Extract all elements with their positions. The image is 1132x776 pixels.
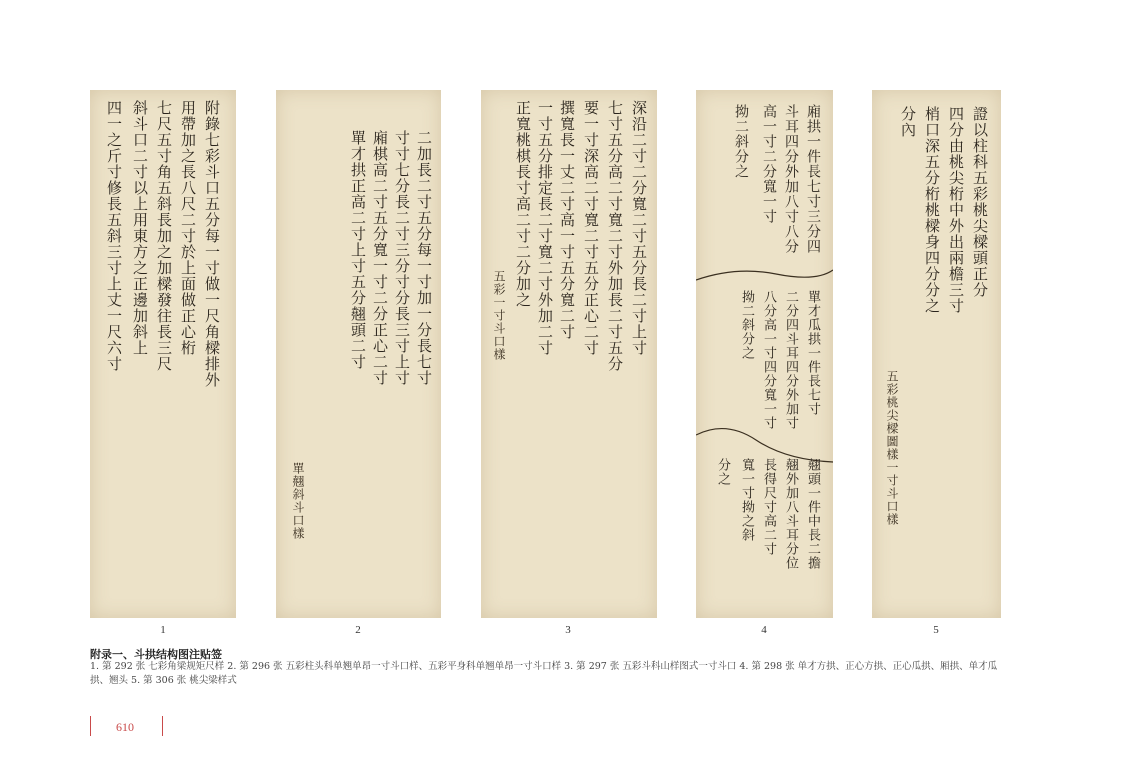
slip-text-column: 翹頭一件中長二擔 bbox=[805, 458, 820, 570]
page-rule-left bbox=[90, 716, 91, 736]
slip-2 bbox=[276, 90, 441, 618]
slip-3 bbox=[481, 90, 657, 618]
slip-text-column: 梢口深五分桁桃樑身四分分之 bbox=[923, 106, 941, 314]
slip-text-column: 斗耳四分外加八寸八分 bbox=[783, 104, 799, 254]
slip-text-column: 七尺五寸角五斜長加之加樑發往長三尺 bbox=[155, 100, 173, 372]
figure-number: 1 bbox=[160, 624, 166, 636]
slip-text-column: 附錄七彩斗口五分每一寸做一尺角樑排外 bbox=[203, 100, 221, 388]
figure-number: 2 bbox=[355, 624, 361, 636]
figure-number: 3 bbox=[565, 624, 571, 636]
figure-number: 5 bbox=[933, 624, 939, 636]
slip-text-column: 廂棋高二寸五分寬一寸二分正心二寸 bbox=[371, 130, 389, 386]
slip-5 bbox=[872, 90, 1001, 618]
slip-text-column: 寸寸七分長二寸三分寸分長三寸上寸 bbox=[393, 130, 411, 386]
slip-text-column: 寬一寸拗之斜 bbox=[739, 458, 754, 542]
caption-text: 1. 第 292 张 七彩角梁规矩尺样 2. 第 296 张 五彩柱头科单翘单昂一寸斗口样、五彩平身科单翘单昂一寸斗口样 3. 第 297 张 五彩斗科山样图式一寸斗口 4. 第 298 张 单才方拱、正心方拱、正心瓜拱、厢拱、单才瓜拱、翘头 5. 第 306 张 桃尖梁样式 bbox=[90, 661, 998, 686]
slip-text-column: 拗二斜分之 bbox=[733, 104, 749, 179]
slip-text-column: 正寬桃棋長寸高二寸二分加之 bbox=[514, 100, 532, 308]
slip-text-column: 分內 bbox=[899, 106, 917, 138]
page-rule-right bbox=[162, 716, 163, 736]
slip-text-column: 八分高一寸四分寬一寸 bbox=[761, 290, 776, 430]
page-number: 610 bbox=[116, 720, 134, 734]
slip-text-column: 高一寸二分寬一寸 bbox=[761, 104, 777, 224]
slip-text-column: 分之 bbox=[715, 458, 730, 486]
slip-text-column: 斜斗口二寸以上用東方之正邊加斜上 bbox=[131, 100, 149, 356]
slip-4 bbox=[696, 90, 833, 618]
caption-title: 附录一、斗拱结构图注贴签 bbox=[90, 648, 222, 661]
slip-text-column: 長得尺寸高二寸 bbox=[761, 458, 776, 556]
slip-text-column: 單才拱正高二寸上寸五分翹頭二寸 bbox=[349, 130, 367, 370]
slip-text-column: 廂拱一件長七寸三分四 bbox=[805, 104, 821, 254]
figure-number: 4 bbox=[761, 624, 767, 636]
slip-text-column: 證以柱科五彩桃尖樑頭正分 bbox=[971, 106, 989, 298]
slip-text-column: 要一寸深高二寸寬二寸五分正心二寸 bbox=[582, 100, 600, 356]
slip-text-column: 翹外加八斗耳分位 bbox=[783, 458, 798, 570]
slip-text-column: 二分四斗耳四分外加寸 bbox=[783, 290, 798, 430]
slip-text-column: 撰寬長一丈二寸高一寸五分寬二寸 bbox=[558, 100, 576, 340]
slip-text-column: 拗二斜分之 bbox=[739, 290, 754, 360]
slip-text-column: 四一之斤寸修長五斜三寸上丈一尺六寸 bbox=[105, 100, 123, 372]
slip-text-column: 一寸五分排定長二寸寬二寸外加二寸 bbox=[536, 100, 554, 356]
slip-note: 單翹斜斗口樣 bbox=[291, 462, 305, 540]
slip-text-column: 四分由桃尖桁中外出兩檐三寸 bbox=[947, 106, 965, 314]
slip-note: 五彩桃尖樑圖樣一寸斗口樣 bbox=[885, 370, 899, 526]
slip-text-column: 單才瓜拱一件長七寸 bbox=[805, 290, 820, 416]
slip-note: 五彩一寸斗口樣 bbox=[492, 270, 506, 361]
slip-text-column: 七寸五分高二寸寬二寸外加長二寸五分 bbox=[606, 100, 624, 372]
slip-text-column: 用帶加之長八尺二寸於上面做正心桁 bbox=[179, 100, 197, 356]
slip-text-column: 深沿二寸二分寬二寸五分長二寸上寸 bbox=[630, 100, 648, 356]
slip-text-column: 二加長二寸五分每一寸加一分長七寸 bbox=[415, 130, 433, 386]
slip-1 bbox=[90, 90, 236, 618]
